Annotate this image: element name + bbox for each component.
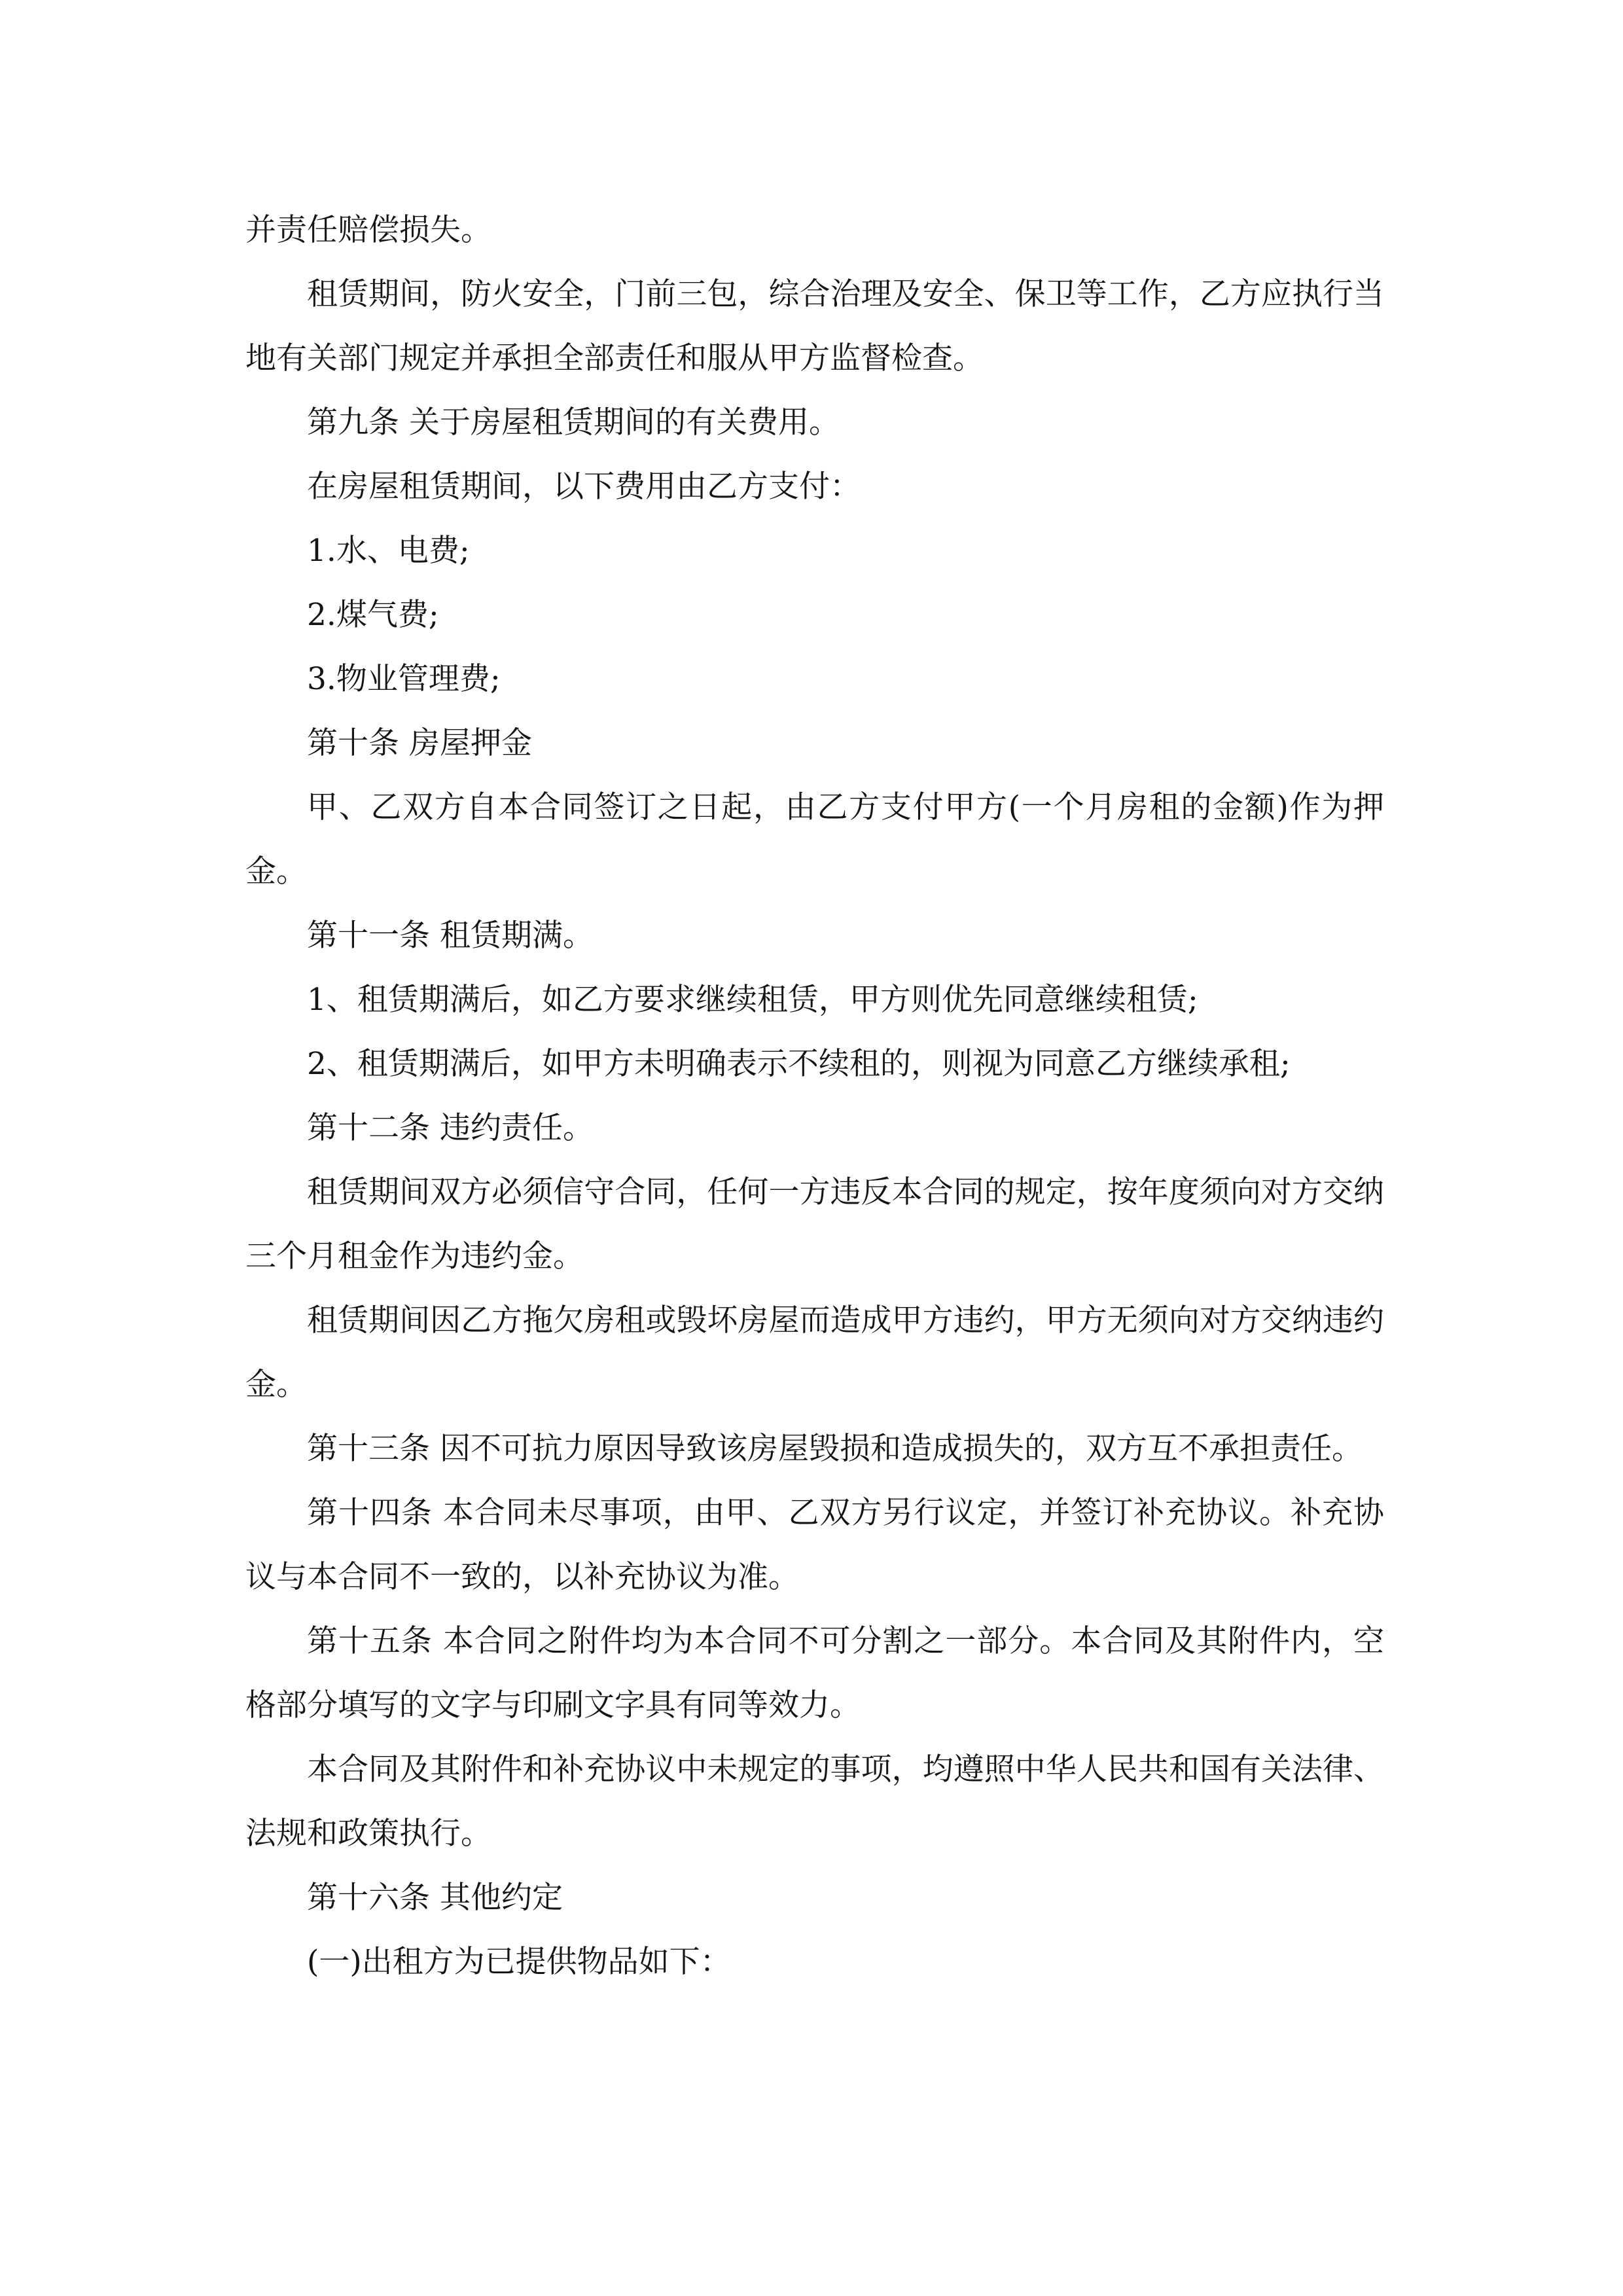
paragraph-fees-intro: 在房屋租赁期间，以下费用由乙方支付： <box>307 469 861 505</box>
article-10-heading: 第十条 房屋押金 <box>307 725 532 761</box>
article-11-heading: 第十一条 租赁期满。 <box>307 918 594 954</box>
paragraph-breach-penalty: 租赁期间双方必须信守合同，任何一方违反本合同的规定，按年度须向对方交纳三个月租金作为违约金。 <box>245 1174 1384 1274</box>
article-12-heading: 第十二条 违约责任。 <box>307 1110 594 1146</box>
paragraph-continuation: 并责任赔偿损失。 <box>245 212 491 248</box>
paragraph-breach-exemption: 租赁期间因乙方拖欠房租或毁坏房屋而造成甲方违约，甲方无须向对方交纳违约金。 <box>245 1302 1384 1403</box>
paragraph-applicable-law: 本合同及其附件和补充协议中未规定的事项，均遵照中华人民共和国有关法律、法规和政策执行。 <box>245 1751 1384 1852</box>
document-body <box>245 198 1384 1994</box>
list-item-gas: 2.煤气费; <box>307 597 439 633</box>
paragraph-deposit: 甲、乙双方自本合同签订之日起，由乙方支付甲方(一个月房租的金额)作为押金。 <box>245 789 1384 889</box>
article-15: 第十五条 本合同之附件均为本合同不可分割之一部分。本合同及其附件内，空格部分填写的文字与印刷文字具有同等效力。 <box>245 1623 1384 1723</box>
article-13: 第十三条 因不可抗力原因导致该房屋毁损和造成损失的，双方互不承担责任。 <box>307 1431 1363 1467</box>
article-14: 第十四条 本合同未尽事项，由甲、乙双方另行议定，并签订补充协议。补充协议与本合同不一致的，以补充协议为准。 <box>245 1495 1384 1595</box>
paragraph-fire-safety: 租赁期间，防火安全，门前三包，综合治理及安全、保卫等工作，乙方应执行当地有关部门规定并承担全部责任和服从甲方监督检查。 <box>245 276 1384 376</box>
list-item-renewal-2: 2、租赁期满后，如甲方未明确表示不续租的，则视为同意乙方继续承租; <box>307 1046 1291 1082</box>
list-item-renewal-1: 1、租赁期满后，如乙方要求继续租赁，甲方则优先同意继续租赁; <box>307 982 1198 1018</box>
list-item-water-electricity: 1.水、电费; <box>307 533 470 569</box>
article-16-heading: 第十六条 其他约定 <box>307 1880 563 1916</box>
article-9-heading: 第九条 关于房屋租赁期间的有关费用。 <box>307 404 840 440</box>
list-item-property-management: 3.物业管理费; <box>307 661 501 697</box>
paragraph-provided-items: (一)出租方为已提供物品如下： <box>307 1944 731 1980</box>
